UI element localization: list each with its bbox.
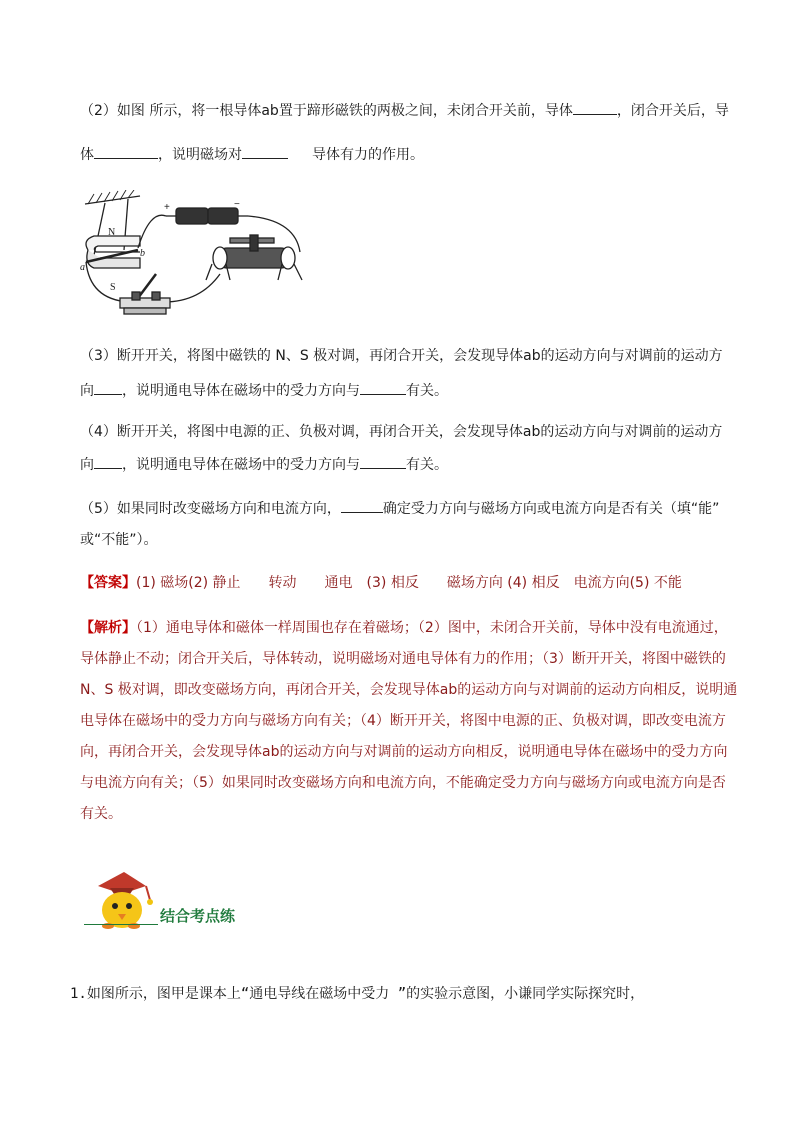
- q4-text-2b: ，说明通电导体在磁场中的受力方向与: [122, 457, 360, 473]
- analysis-line-7: 有关。: [80, 806, 122, 822]
- label-b: b: [140, 248, 145, 259]
- analysis-line-4: 电导体在磁场中的受力方向与磁场方向有关；（4）断开开关，将图中电源的正、负极对调，即改变电流方: [80, 713, 726, 729]
- q4-blank-1: [94, 454, 122, 469]
- next-question-line: 1.如图所示，图甲是课本上“通电导线在磁场中受力 ”的实验示意图，小谦同学实际探究时，: [70, 986, 645, 1002]
- q4-text-2a: 向: [80, 457, 94, 473]
- q2-blank-2: [94, 144, 158, 159]
- q2-text-1b: ，闭合开关后，导: [616, 103, 729, 119]
- analysis-line-1: [80, 618, 728, 638]
- q2-text-1a: （2）如图 所示，将一根导体ab置于蹄形磁铁的两极之间，未闭合开关前，导体: [80, 103, 573, 119]
- q2-blank-3: [242, 144, 288, 159]
- q4-line-2: [80, 454, 448, 475]
- q2-text-2a: 体: [80, 147, 94, 163]
- q2-text-2b: ，说明磁场对: [158, 147, 242, 163]
- analysis-line-3: N、S 极对调，即改变磁场方向，再闭合开关，会发现导体ab的运动方向与对调前的运动方向相反，说明通: [80, 682, 738, 698]
- label-a: a: [80, 262, 85, 273]
- q5-line-1: [80, 498, 719, 519]
- q3-text-2a: 向: [80, 383, 94, 399]
- q3-line-1: （3）断开开关，将图中磁铁的 N、S 极对调，再闭合开关，会发现导体ab的运动方向与对调前的运动方: [80, 348, 723, 364]
- q3-text-2b: ，说明通电导体在磁场中的受力方向与: [122, 383, 360, 399]
- answer-line: [80, 573, 682, 593]
- section-underline: [84, 924, 158, 925]
- label-s: S: [110, 282, 116, 293]
- q3-line-2: [80, 380, 448, 401]
- analysis-line-6: 与电流方向有关；（5）如果同时改变磁场方向和电流方向，不能确定受力方向与磁场方向或电流方向是否: [80, 775, 726, 791]
- analysis-tag: 【解析】: [80, 620, 136, 636]
- q4-line-1: （4）断开开关，将图中电源的正、负极对调，再闭合开关，会发现导体ab的运动方向与对调前的运动方: [80, 424, 723, 440]
- answer-tag: 【答案】: [80, 575, 136, 591]
- q5-blank-1: [341, 498, 383, 513]
- q2-text-2c: 导体有力的作用。: [312, 147, 424, 163]
- q3-blank-2: [360, 380, 406, 395]
- analysis-line-5: 向，再闭合开关，会发现导体ab的运动方向与对调前的运动方向相反，说明通电导体在磁场中的受力方向: [80, 744, 728, 760]
- q5-text-1b: 确定受力方向与磁场方向或电流方向是否有关（填“能”: [382, 501, 720, 517]
- q2-blank-1: [573, 100, 617, 115]
- analysis-text-1: （1）通电导体和磁体一样周围也存在着磁场；（2）图中，未闭合开关前，导体中没有电流通过，: [136, 620, 728, 636]
- q4-text-2c: 有关。: [406, 457, 448, 473]
- q4-blank-2: [360, 454, 406, 469]
- q2-line-2: [80, 144, 424, 165]
- label-plus: +: [164, 202, 170, 213]
- section-title: 结合考点练: [160, 907, 236, 925]
- q3-text-2c: 有关。: [406, 383, 448, 399]
- label-n: N: [108, 227, 116, 238]
- q2-line-1: [80, 100, 729, 121]
- label-minus: −: [234, 199, 240, 210]
- q5-text-1a: （5）如果同时改变磁场方向和电流方向，: [80, 501, 341, 517]
- answer-text: (1) 磁场(2) 静止 转动 通电 (3) 相反 磁场方向 (4) 相反 电流方向(5) 不能: [136, 575, 682, 591]
- q5-line-2: 或“不能”）。: [80, 532, 158, 548]
- experiment-figure: [80, 190, 310, 320]
- analysis-line-2: 导体静止不动；闭合开关后，导体转动，说明磁场对通电导体有力的作用；（3）断开开关，将图中磁铁的: [80, 651, 726, 667]
- q3-blank-1: [94, 380, 122, 395]
